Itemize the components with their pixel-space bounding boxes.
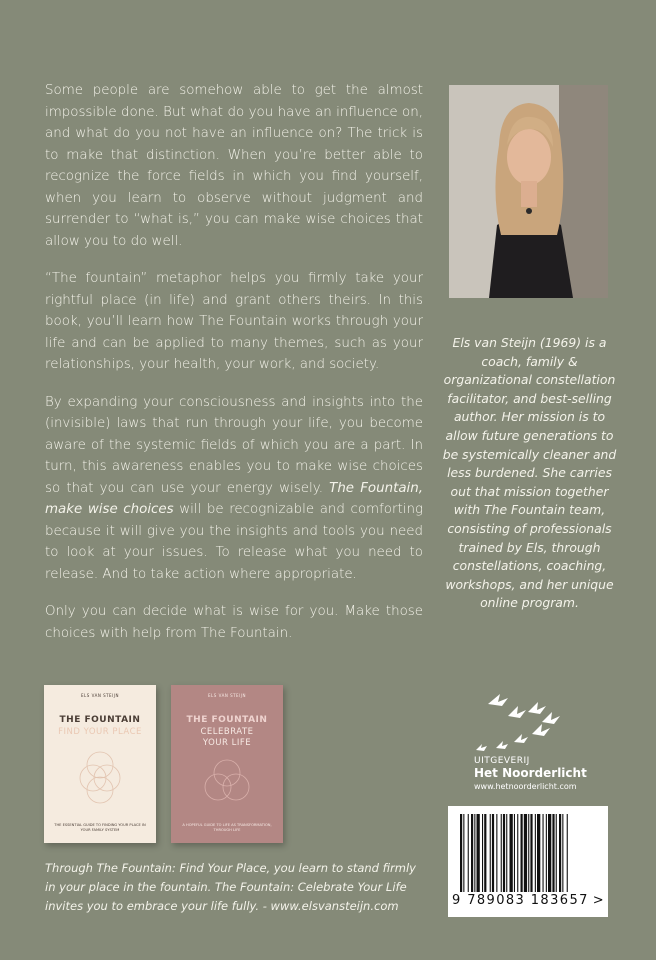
isbn-marker: >: [592, 893, 606, 908]
paragraph-4: Only you can decide what is wise for you. Make those choices with help from The Fountain.: [45, 604, 423, 641]
paragraph-3: [45, 392, 423, 586]
book-1-title: THE FOUNTAIN: [59, 715, 141, 725]
isbn-number: [452, 893, 608, 908]
book-cover-find-your-place: [44, 685, 156, 843]
paragraph-1: Some people are somehow able to get the almost impossible done. But what do you have an influence on, and what do you not have an influence on? The trick is to make that distinction. When you’re better able to recognize the force fields in which you find yourself, when you learn to observe without judgment and surrender to “what is,” you can make wise choices that allow you to do well.: [45, 83, 423, 249]
paragraph-2: “The fountain” metaphor helps you firmly take your rightful place (in life) and grant others theirs. In this book, you’ll learn how The Fountain works through your life and can be applied to many themes, such as your relationships, your health, your work, and society.: [45, 271, 423, 372]
book-2-subtitle-line-1: CELEBRATE: [200, 727, 254, 737]
book-2-author: ELS VAN STEIJN: [208, 693, 246, 698]
books-caption: Through The Fountain: Find Your Place, you learn to stand firmly in your place in the fountain. The Fountain: Celebrate Your Life invites you to embrace your life fully. - www.elsvansteijn.com: [45, 861, 416, 913]
paragraph-3-book-title: The Fountain, make wise choices: [45, 480, 423, 517]
book-1-subtitle: FIND YOUR PLACE: [58, 727, 142, 737]
book-cover-celebrate-your-life: [171, 685, 283, 843]
circles-icon: [202, 755, 252, 811]
book-2-title: THE FOUNTAIN: [186, 715, 268, 725]
paragraph-3-part-a: By expanding your consciousness and insights into the (invisible) laws that run through your life, you become aware of the systemic fields of which you are a part. In turn, this awareness enables you to make wise choices so that you can use your energy wisely.: [45, 394, 423, 496]
author-photo: [449, 85, 608, 298]
author-portrait-illustration: [449, 85, 608, 298]
isbn-digits: 9 789083 183657: [452, 893, 589, 908]
book-2-subtitle-line-2: YOUR LIFE: [202, 738, 252, 748]
publisher-url: www.hetnoorderlicht.com: [474, 782, 577, 791]
publisher-label: UITGEVERIJ: [474, 756, 530, 766]
paragraph-3-part-b: will be recognizable and comforting because it will give you the insights and tools you need to look at your issues. To release what you need to release. And to take action where appropriate.: [45, 502, 423, 582]
book-2-tagline: A HOPEFUL GUIDE TO LIFE AS TRANSFORMATION, THROUGH LIFE: [182, 823, 272, 832]
publisher-name: Het Noorderlicht: [474, 766, 587, 780]
birds-logo-icon: [470, 686, 570, 756]
book-1-tagline: THE ESSENTIAL GUIDE TO FINDING YOUR PLACE IN YOUR FAMILY SYSTEM: [54, 823, 146, 832]
author-bio: Els van Steijn (1969) is a coach, family & organizational constellation facilitator, and best-selling author. Her mission is to allow future generations to be systemically cleaner and less burdened. She carries out that mission together with The Fountain team, consisting of professionals trained by Els, through constellations, coaching, workshops, and her unique online program.: [442, 335, 617, 611]
back-cover-text: [45, 80, 423, 660]
circles-icon: [77, 745, 123, 807]
publisher-block: [474, 756, 624, 791]
book-1-author: ELS VAN STEIJN: [81, 693, 119, 698]
